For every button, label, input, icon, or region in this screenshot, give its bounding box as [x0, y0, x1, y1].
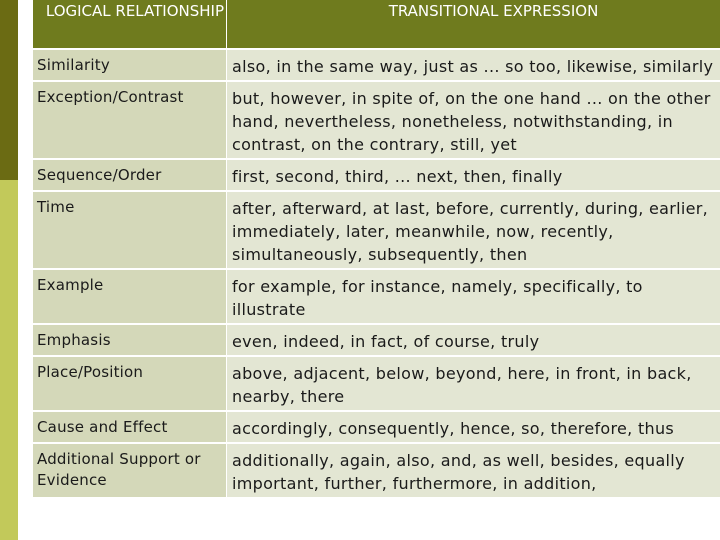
- relationship-cell: Exception/Contrast: [33, 82, 226, 158]
- expressions-cell: but, however, in spite of, on the one hand ... on the other hand, nevertheless, nonetheless, notwithstanding, in contrast, on the contrary, still, yet: [227, 82, 720, 158]
- transitions-table: [33, 0, 720, 499]
- relationship-cell: Additional Support or Evidence: [33, 444, 226, 497]
- table-row: [33, 50, 720, 80]
- expressions-cell: first, second, third, ... next, then, finally: [227, 160, 720, 190]
- expressions-cell: accordingly, consequently, hence, so, therefore, thus: [227, 412, 720, 442]
- column-header-expression: TRANSITIONAL EXPRESSION: [227, 0, 720, 48]
- table-row: [33, 270, 720, 323]
- decorative-stripe-dark: [0, 0, 18, 180]
- expressions-cell: even, indeed, in fact, of course, truly: [227, 325, 720, 355]
- expressions-cell: above, adjacent, below, beyond, here, in front, in back, nearby, there: [227, 357, 720, 410]
- relationship-cell: Example: [33, 270, 226, 323]
- expressions-cell: also, in the same way, just as ... so too, likewise, similarly: [227, 50, 720, 80]
- table-row: [33, 160, 720, 190]
- table-row: [33, 444, 720, 497]
- expressions-cell: for example, for instance, namely, specifically, to illustrate: [227, 270, 720, 323]
- decorative-stripe-light: [0, 180, 18, 540]
- table-row: [33, 82, 720, 158]
- expressions-cell: additionally, again, also, and, as well, besides, equally important, further, furthermore, in addition,: [227, 444, 720, 497]
- table-row: [33, 412, 720, 442]
- relationship-cell: Place/Position: [33, 357, 226, 410]
- relationship-cell: Time: [33, 192, 226, 268]
- relationship-cell: Similarity: [33, 50, 226, 80]
- table-header-row: [33, 0, 720, 48]
- relationship-cell: Cause and Effect: [33, 412, 226, 442]
- expressions-cell: after, afterward, at last, before, currently, during, earlier, immediately, later, meanwhile, now, recently, simultaneously, subsequently, then: [227, 192, 720, 268]
- relationship-cell: Sequence/Order: [33, 160, 226, 190]
- table-row: [33, 192, 720, 268]
- relationship-cell: Emphasis: [33, 325, 226, 355]
- table-row: [33, 357, 720, 410]
- table-row: [33, 325, 720, 355]
- column-header-relationship: LOGICAL RELATIONSHIP: [33, 0, 226, 48]
- transitions-table-container: [33, 0, 720, 540]
